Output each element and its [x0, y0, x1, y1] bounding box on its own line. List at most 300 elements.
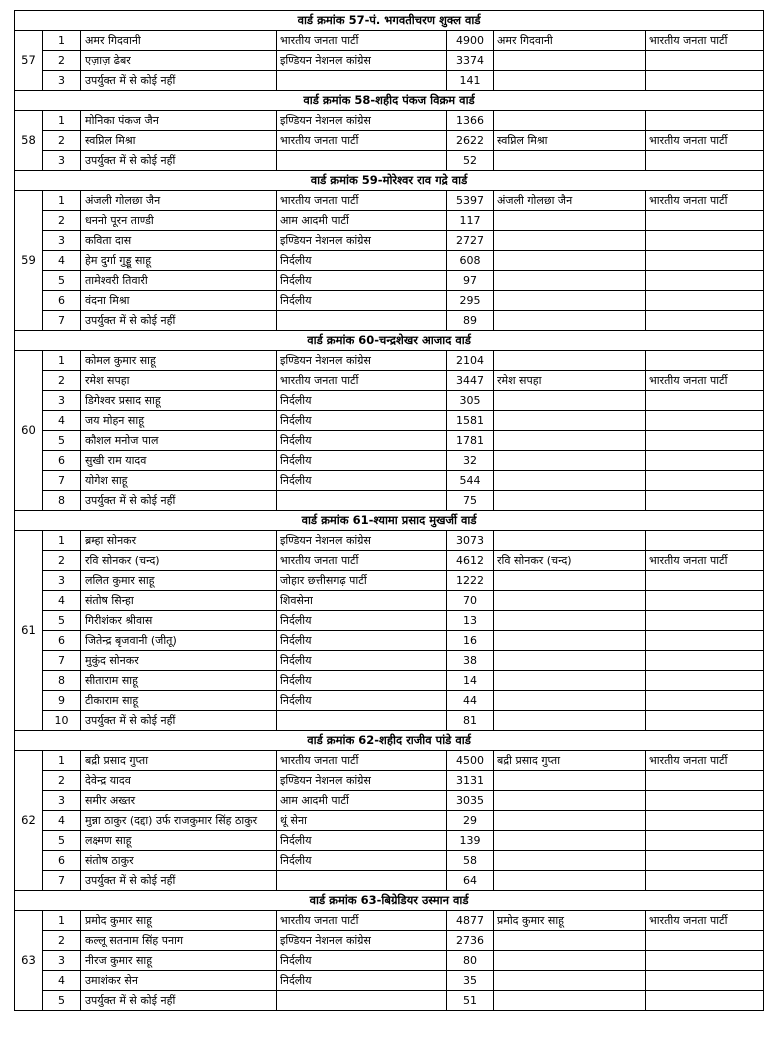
candidate-name: मुकुंद सोनकर — [81, 651, 277, 671]
party-name: निर्दलीय — [277, 651, 447, 671]
ward-title: वार्ड क्रमांक 60-चन्द्रशेखर आजाद वार्ड — [15, 331, 764, 351]
party-name: भारतीय जनता पार्टी — [277, 191, 447, 211]
candidate-row — [15, 391, 764, 411]
winner-party: भारतीय जनता पार्टी — [646, 551, 764, 571]
winner-party — [646, 871, 764, 891]
winner-name: बद्री प्रसाद गुप्ता — [494, 751, 646, 771]
winner-party — [646, 271, 764, 291]
serial-number: 6 — [43, 851, 81, 871]
serial-number: 7 — [43, 471, 81, 491]
candidate-row — [15, 311, 764, 331]
winner-party — [646, 71, 764, 91]
party-name: निर्दलीय — [277, 831, 447, 851]
candidate-row — [15, 971, 764, 991]
serial-number: 5 — [43, 431, 81, 451]
candidate-row — [15, 811, 764, 831]
vote-count: 544 — [447, 471, 494, 491]
serial-number: 2 — [43, 551, 81, 571]
ward-number: 59 — [15, 191, 43, 331]
party-name — [277, 311, 447, 331]
candidate-row — [15, 791, 764, 811]
candidate-name: उपर्युक्त में से कोई नहीं — [81, 71, 277, 91]
winner-name: अमर गिदवानी — [494, 31, 646, 51]
party-name: निर्दलीय — [277, 691, 447, 711]
winner-name — [494, 411, 646, 431]
serial-number: 4 — [43, 411, 81, 431]
winner-name — [494, 271, 646, 291]
ward-header-row — [15, 331, 764, 351]
candidate-row — [15, 51, 764, 71]
candidate-name: स्वप्निल मिश्रा — [81, 131, 277, 151]
winner-name — [494, 931, 646, 951]
candidate-name: संतोष सिन्हा — [81, 591, 277, 611]
vote-count: 75 — [447, 491, 494, 511]
candidate-name: देवेन्द्र यादव — [81, 771, 277, 791]
party-name: निर्दलीय — [277, 271, 447, 291]
vote-count: 3447 — [447, 371, 494, 391]
vote-count: 81 — [447, 711, 494, 731]
winner-name — [494, 51, 646, 71]
serial-number: 5 — [43, 611, 81, 631]
serial-number: 1 — [43, 531, 81, 551]
winner-party — [646, 971, 764, 991]
winner-name — [494, 491, 646, 511]
candidate-name: ललित कुमार साहू — [81, 571, 277, 591]
vote-count: 2736 — [447, 931, 494, 951]
winner-name — [494, 591, 646, 611]
candidate-name: उपर्युक्त में से कोई नहीं — [81, 151, 277, 171]
winner-party — [646, 771, 764, 791]
vote-count: 3073 — [447, 531, 494, 551]
vote-count: 608 — [447, 251, 494, 271]
vote-count: 1222 — [447, 571, 494, 591]
candidate-name: बद्री प्रसाद गुप्ता — [81, 751, 277, 771]
winner-name — [494, 71, 646, 91]
winner-party — [646, 351, 764, 371]
winner-name — [494, 691, 646, 711]
ward-number: 63 — [15, 911, 43, 1011]
party-name — [277, 711, 447, 731]
candidate-row — [15, 71, 764, 91]
vote-count: 13 — [447, 611, 494, 631]
winner-name: रमेश सपहा — [494, 371, 646, 391]
vote-count: 70 — [447, 591, 494, 611]
winner-name — [494, 771, 646, 791]
candidate-name: उपर्युक्त में से कोई नहीं — [81, 311, 277, 331]
candidate-name: अमर गिदवानी — [81, 31, 277, 51]
candidate-row — [15, 631, 764, 651]
serial-number: 1 — [43, 751, 81, 771]
vote-count: 32 — [447, 451, 494, 471]
winner-name — [494, 651, 646, 671]
party-name: शिवसेना — [277, 591, 447, 611]
serial-number: 7 — [43, 311, 81, 331]
serial-number: 3 — [43, 151, 81, 171]
ward-title: वार्ड क्रमांक 62-शहीद राजीव पांडे वार्ड — [15, 731, 764, 751]
winner-name — [494, 431, 646, 451]
winner-name — [494, 391, 646, 411]
party-name: निर्दलीय — [277, 671, 447, 691]
winner-name — [494, 291, 646, 311]
winner-name — [494, 811, 646, 831]
ward-results-table — [14, 10, 764, 1011]
candidate-row — [15, 831, 764, 851]
winner-party — [646, 451, 764, 471]
ward-results-body — [15, 11, 764, 1011]
candidate-name: सुखी राम यादव — [81, 451, 277, 471]
candidate-row — [15, 31, 764, 51]
vote-count: 44 — [447, 691, 494, 711]
candidate-row — [15, 751, 764, 771]
party-name: जोहार छत्तीसगढ़ पार्टी — [277, 571, 447, 591]
candidate-name: संतोष ठाकुर — [81, 851, 277, 871]
candidate-row — [15, 291, 764, 311]
candidate-row — [15, 231, 764, 251]
candidate-row — [15, 611, 764, 631]
candidate-row — [15, 711, 764, 731]
candidate-name: समीर अख्तर — [81, 791, 277, 811]
candidate-name: योगेश साहू — [81, 471, 277, 491]
candidate-row — [15, 551, 764, 571]
winner-party — [646, 211, 764, 231]
winner-name — [494, 951, 646, 971]
candidate-row — [15, 191, 764, 211]
serial-number: 2 — [43, 131, 81, 151]
ward-number: 57 — [15, 31, 43, 91]
serial-number: 1 — [43, 351, 81, 371]
party-name — [277, 71, 447, 91]
vote-count: 3374 — [447, 51, 494, 71]
vote-count: 1366 — [447, 111, 494, 131]
vote-count: 1581 — [447, 411, 494, 431]
candidate-name: उमाशंकर सेन — [81, 971, 277, 991]
ward-number: 58 — [15, 111, 43, 171]
winner-party — [646, 631, 764, 651]
vote-count: 38 — [447, 651, 494, 671]
party-name — [277, 871, 447, 891]
party-name: इण्डियन नेशनल कांग्रेस — [277, 231, 447, 251]
candidate-name: डिगेश्वर प्रसाद साहू — [81, 391, 277, 411]
party-name: भारतीय जनता पार्टी — [277, 31, 447, 51]
vote-count: 4900 — [447, 31, 494, 51]
party-name: इण्डियन नेशनल कांग्रेस — [277, 771, 447, 791]
winner-party — [646, 431, 764, 451]
candidate-row — [15, 591, 764, 611]
winner-party — [646, 571, 764, 591]
candidate-name: जय मोहन साहू — [81, 411, 277, 431]
candidate-row — [15, 951, 764, 971]
candidate-name: तामेश्वरी तिवारी — [81, 271, 277, 291]
winner-name — [494, 311, 646, 331]
serial-number: 1 — [43, 191, 81, 211]
winner-party: भारतीय जनता पार्टी — [646, 371, 764, 391]
candidate-row — [15, 351, 764, 371]
vote-count: 29 — [447, 811, 494, 831]
winner-name — [494, 451, 646, 471]
party-name — [277, 491, 447, 511]
candidate-name: रवि सोनकर (चन्द) — [81, 551, 277, 571]
candidate-name: कोमल कुमार साहू — [81, 351, 277, 371]
winner-name — [494, 671, 646, 691]
winner-name — [494, 231, 646, 251]
serial-number: 1 — [43, 31, 81, 51]
ward-number: 62 — [15, 751, 43, 891]
party-name: निर्दलीय — [277, 971, 447, 991]
winner-party — [646, 111, 764, 131]
party-name: इण्डियन नेशनल कांग्रेस — [277, 351, 447, 371]
candidate-row — [15, 471, 764, 491]
winner-party — [646, 151, 764, 171]
candidate-name: नीरज कुमार साहू — [81, 951, 277, 971]
party-name: भारतीय जनता पार्टी — [277, 551, 447, 571]
winner-name: प्रमोद कुमार साहू — [494, 911, 646, 931]
vote-count: 16 — [447, 631, 494, 651]
candidate-row — [15, 371, 764, 391]
candidate-row — [15, 851, 764, 871]
vote-count: 89 — [447, 311, 494, 331]
candidate-name: लक्ष्मण साहू — [81, 831, 277, 851]
vote-count: 52 — [447, 151, 494, 171]
candidate-row — [15, 131, 764, 151]
vote-count: 58 — [447, 851, 494, 871]
ward-number: 61 — [15, 531, 43, 731]
serial-number: 8 — [43, 491, 81, 511]
winner-party — [646, 711, 764, 731]
winner-party — [646, 251, 764, 271]
ward-header-row — [15, 891, 764, 911]
serial-number: 6 — [43, 451, 81, 471]
winner-party — [646, 831, 764, 851]
party-name: निर्दलीय — [277, 611, 447, 631]
party-name: निर्दलीय — [277, 631, 447, 651]
party-name: निर्दलीय — [277, 251, 447, 271]
party-name: इण्डियन नेशनल कांग्रेस — [277, 531, 447, 551]
party-name: थूं सेना — [277, 811, 447, 831]
candidate-row — [15, 211, 764, 231]
candidate-name: कौशल मनोज पाल — [81, 431, 277, 451]
party-name: आम आदमी पार्टी — [277, 791, 447, 811]
winner-party: भारतीय जनता पार्टी — [646, 31, 764, 51]
candidate-name: कविता दास — [81, 231, 277, 251]
winner-party — [646, 931, 764, 951]
candidate-row — [15, 571, 764, 591]
serial-number: 1 — [43, 111, 81, 131]
candidate-name: रमेश सपहा — [81, 371, 277, 391]
vote-count: 3131 — [447, 771, 494, 791]
serial-number: 4 — [43, 971, 81, 991]
serial-number: 6 — [43, 291, 81, 311]
winner-name — [494, 531, 646, 551]
ward-header-row — [15, 731, 764, 751]
party-name: इण्डियन नेशनल कांग्रेस — [277, 111, 447, 131]
winner-name — [494, 831, 646, 851]
serial-number: 3 — [43, 791, 81, 811]
winner-party: भारतीय जनता पार्टी — [646, 911, 764, 931]
winner-name — [494, 871, 646, 891]
vote-count: 35 — [447, 971, 494, 991]
candidate-name: गिरीशंकर श्रीवास — [81, 611, 277, 631]
candidate-row — [15, 991, 764, 1011]
ward-title: वार्ड क्रमांक 57-पं. भगवतीचरण शुक्ल वार्ड — [15, 11, 764, 31]
ward-header-row — [15, 91, 764, 111]
winner-name — [494, 851, 646, 871]
winner-name — [494, 351, 646, 371]
party-name: भारतीय जनता पार्टी — [277, 131, 447, 151]
winner-party — [646, 291, 764, 311]
winner-name — [494, 251, 646, 271]
winner-name — [494, 471, 646, 491]
serial-number: 2 — [43, 51, 81, 71]
candidate-name: एज़ाज़ ढेबर — [81, 51, 277, 71]
winner-name — [494, 791, 646, 811]
party-name: निर्दलीय — [277, 431, 447, 451]
winner-party — [646, 691, 764, 711]
candidate-name: सीताराम साहू — [81, 671, 277, 691]
serial-number: 3 — [43, 951, 81, 971]
ward-title: वार्ड क्रमांक 59-मोरेश्वर राव गद्रे वार्ड — [15, 171, 764, 191]
vote-count: 2727 — [447, 231, 494, 251]
party-name: भारतीय जनता पार्टी — [277, 371, 447, 391]
winner-party — [646, 531, 764, 551]
candidate-row — [15, 411, 764, 431]
winner-name: रवि सोनकर (चन्द) — [494, 551, 646, 571]
serial-number: 7 — [43, 651, 81, 671]
winner-party: भारतीय जनता पार्टी — [646, 751, 764, 771]
winner-party — [646, 471, 764, 491]
serial-number: 2 — [43, 211, 81, 231]
vote-count: 14 — [447, 671, 494, 691]
vote-count: 64 — [447, 871, 494, 891]
winner-party — [646, 611, 764, 631]
winner-party — [646, 791, 764, 811]
party-name: निर्दलीय — [277, 291, 447, 311]
winner-name — [494, 991, 646, 1011]
serial-number: 5 — [43, 271, 81, 291]
winner-name — [494, 111, 646, 131]
winner-party — [646, 851, 764, 871]
vote-count: 97 — [447, 271, 494, 291]
winner-party — [646, 671, 764, 691]
serial-number: 3 — [43, 71, 81, 91]
vote-count: 3035 — [447, 791, 494, 811]
winner-name — [494, 631, 646, 651]
vote-count: 2104 — [447, 351, 494, 371]
party-name: भारतीय जनता पार्टी — [277, 751, 447, 771]
winner-name: अंजली गोलछा जैन — [494, 191, 646, 211]
vote-count: 141 — [447, 71, 494, 91]
ward-header-row — [15, 511, 764, 531]
vote-count: 139 — [447, 831, 494, 851]
serial-number: 1 — [43, 911, 81, 931]
serial-number: 5 — [43, 991, 81, 1011]
winner-party — [646, 991, 764, 1011]
winner-party — [646, 651, 764, 671]
winner-party — [646, 811, 764, 831]
winner-party: भारतीय जनता पार्टी — [646, 131, 764, 151]
ward-title: वार्ड क्रमांक 61-श्यामा प्रसाद मुखर्जी वार्ड — [15, 511, 764, 531]
candidate-row — [15, 491, 764, 511]
serial-number: 3 — [43, 391, 81, 411]
serial-number: 7 — [43, 871, 81, 891]
vote-count: 5397 — [447, 191, 494, 211]
candidate-name: अंजली गोलछा जैन — [81, 191, 277, 211]
winner-party — [646, 311, 764, 331]
vote-count: 2622 — [447, 131, 494, 151]
ward-number: 60 — [15, 351, 43, 511]
candidate-name: उपर्युक्त में से कोई नहीं — [81, 991, 277, 1011]
serial-number: 9 — [43, 691, 81, 711]
winner-name — [494, 711, 646, 731]
vote-count: 4500 — [447, 751, 494, 771]
ward-header-row — [15, 11, 764, 31]
party-name: निर्दलीय — [277, 851, 447, 871]
vote-count: 80 — [447, 951, 494, 971]
serial-number: 5 — [43, 831, 81, 851]
party-name: निर्दलीय — [277, 451, 447, 471]
candidate-row — [15, 931, 764, 951]
vote-count: 51 — [447, 991, 494, 1011]
serial-number: 4 — [43, 811, 81, 831]
vote-count: 4612 — [447, 551, 494, 571]
candidate-name: वंदना मिश्रा — [81, 291, 277, 311]
party-name: निर्दलीय — [277, 411, 447, 431]
candidate-name: प्रमोद कुमार साहू — [81, 911, 277, 931]
candidate-row — [15, 111, 764, 131]
ward-header-row — [15, 171, 764, 191]
candidate-name: उपर्युक्त में से कोई नहीं — [81, 871, 277, 891]
candidate-row — [15, 771, 764, 791]
candidate-row — [15, 271, 764, 291]
winner-party — [646, 51, 764, 71]
winner-party — [646, 231, 764, 251]
serial-number: 4 — [43, 251, 81, 271]
candidate-row — [15, 651, 764, 671]
winner-name — [494, 151, 646, 171]
candidate-row — [15, 251, 764, 271]
candidate-row — [15, 871, 764, 891]
candidate-name: उपर्युक्त में से कोई नहीं — [81, 711, 277, 731]
candidate-name: कल्लू सतनाम सिंह पनाग — [81, 931, 277, 951]
winner-party — [646, 491, 764, 511]
serial-number: 2 — [43, 771, 81, 791]
serial-number: 4 — [43, 591, 81, 611]
candidate-row — [15, 151, 764, 171]
winner-party — [646, 391, 764, 411]
candidate-row — [15, 671, 764, 691]
serial-number: 3 — [43, 571, 81, 591]
winner-name — [494, 211, 646, 231]
serial-number: 6 — [43, 631, 81, 651]
party-name: निर्दलीय — [277, 391, 447, 411]
party-name: निर्दलीय — [277, 471, 447, 491]
candidate-name: टीकाराम साहू — [81, 691, 277, 711]
party-name: आम आदमी पार्टी — [277, 211, 447, 231]
ward-title: वार्ड क्रमांक 63-बिग्रेडियर उस्मान वार्ड — [15, 891, 764, 911]
party-name — [277, 151, 447, 171]
party-name — [277, 991, 447, 1011]
vote-count: 4877 — [447, 911, 494, 931]
vote-count: 305 — [447, 391, 494, 411]
candidate-name: ब्रम्हा सोनकर — [81, 531, 277, 551]
serial-number: 8 — [43, 671, 81, 691]
ward-title: वार्ड क्रमांक 58-शहीद पंकज विक्रम वार्ड — [15, 91, 764, 111]
serial-number: 3 — [43, 231, 81, 251]
candidate-row — [15, 691, 764, 711]
vote-count: 117 — [447, 211, 494, 231]
candidate-name: मोनिका पंकज जैन — [81, 111, 277, 131]
vote-count: 295 — [447, 291, 494, 311]
results-sheet — [14, 10, 763, 1011]
